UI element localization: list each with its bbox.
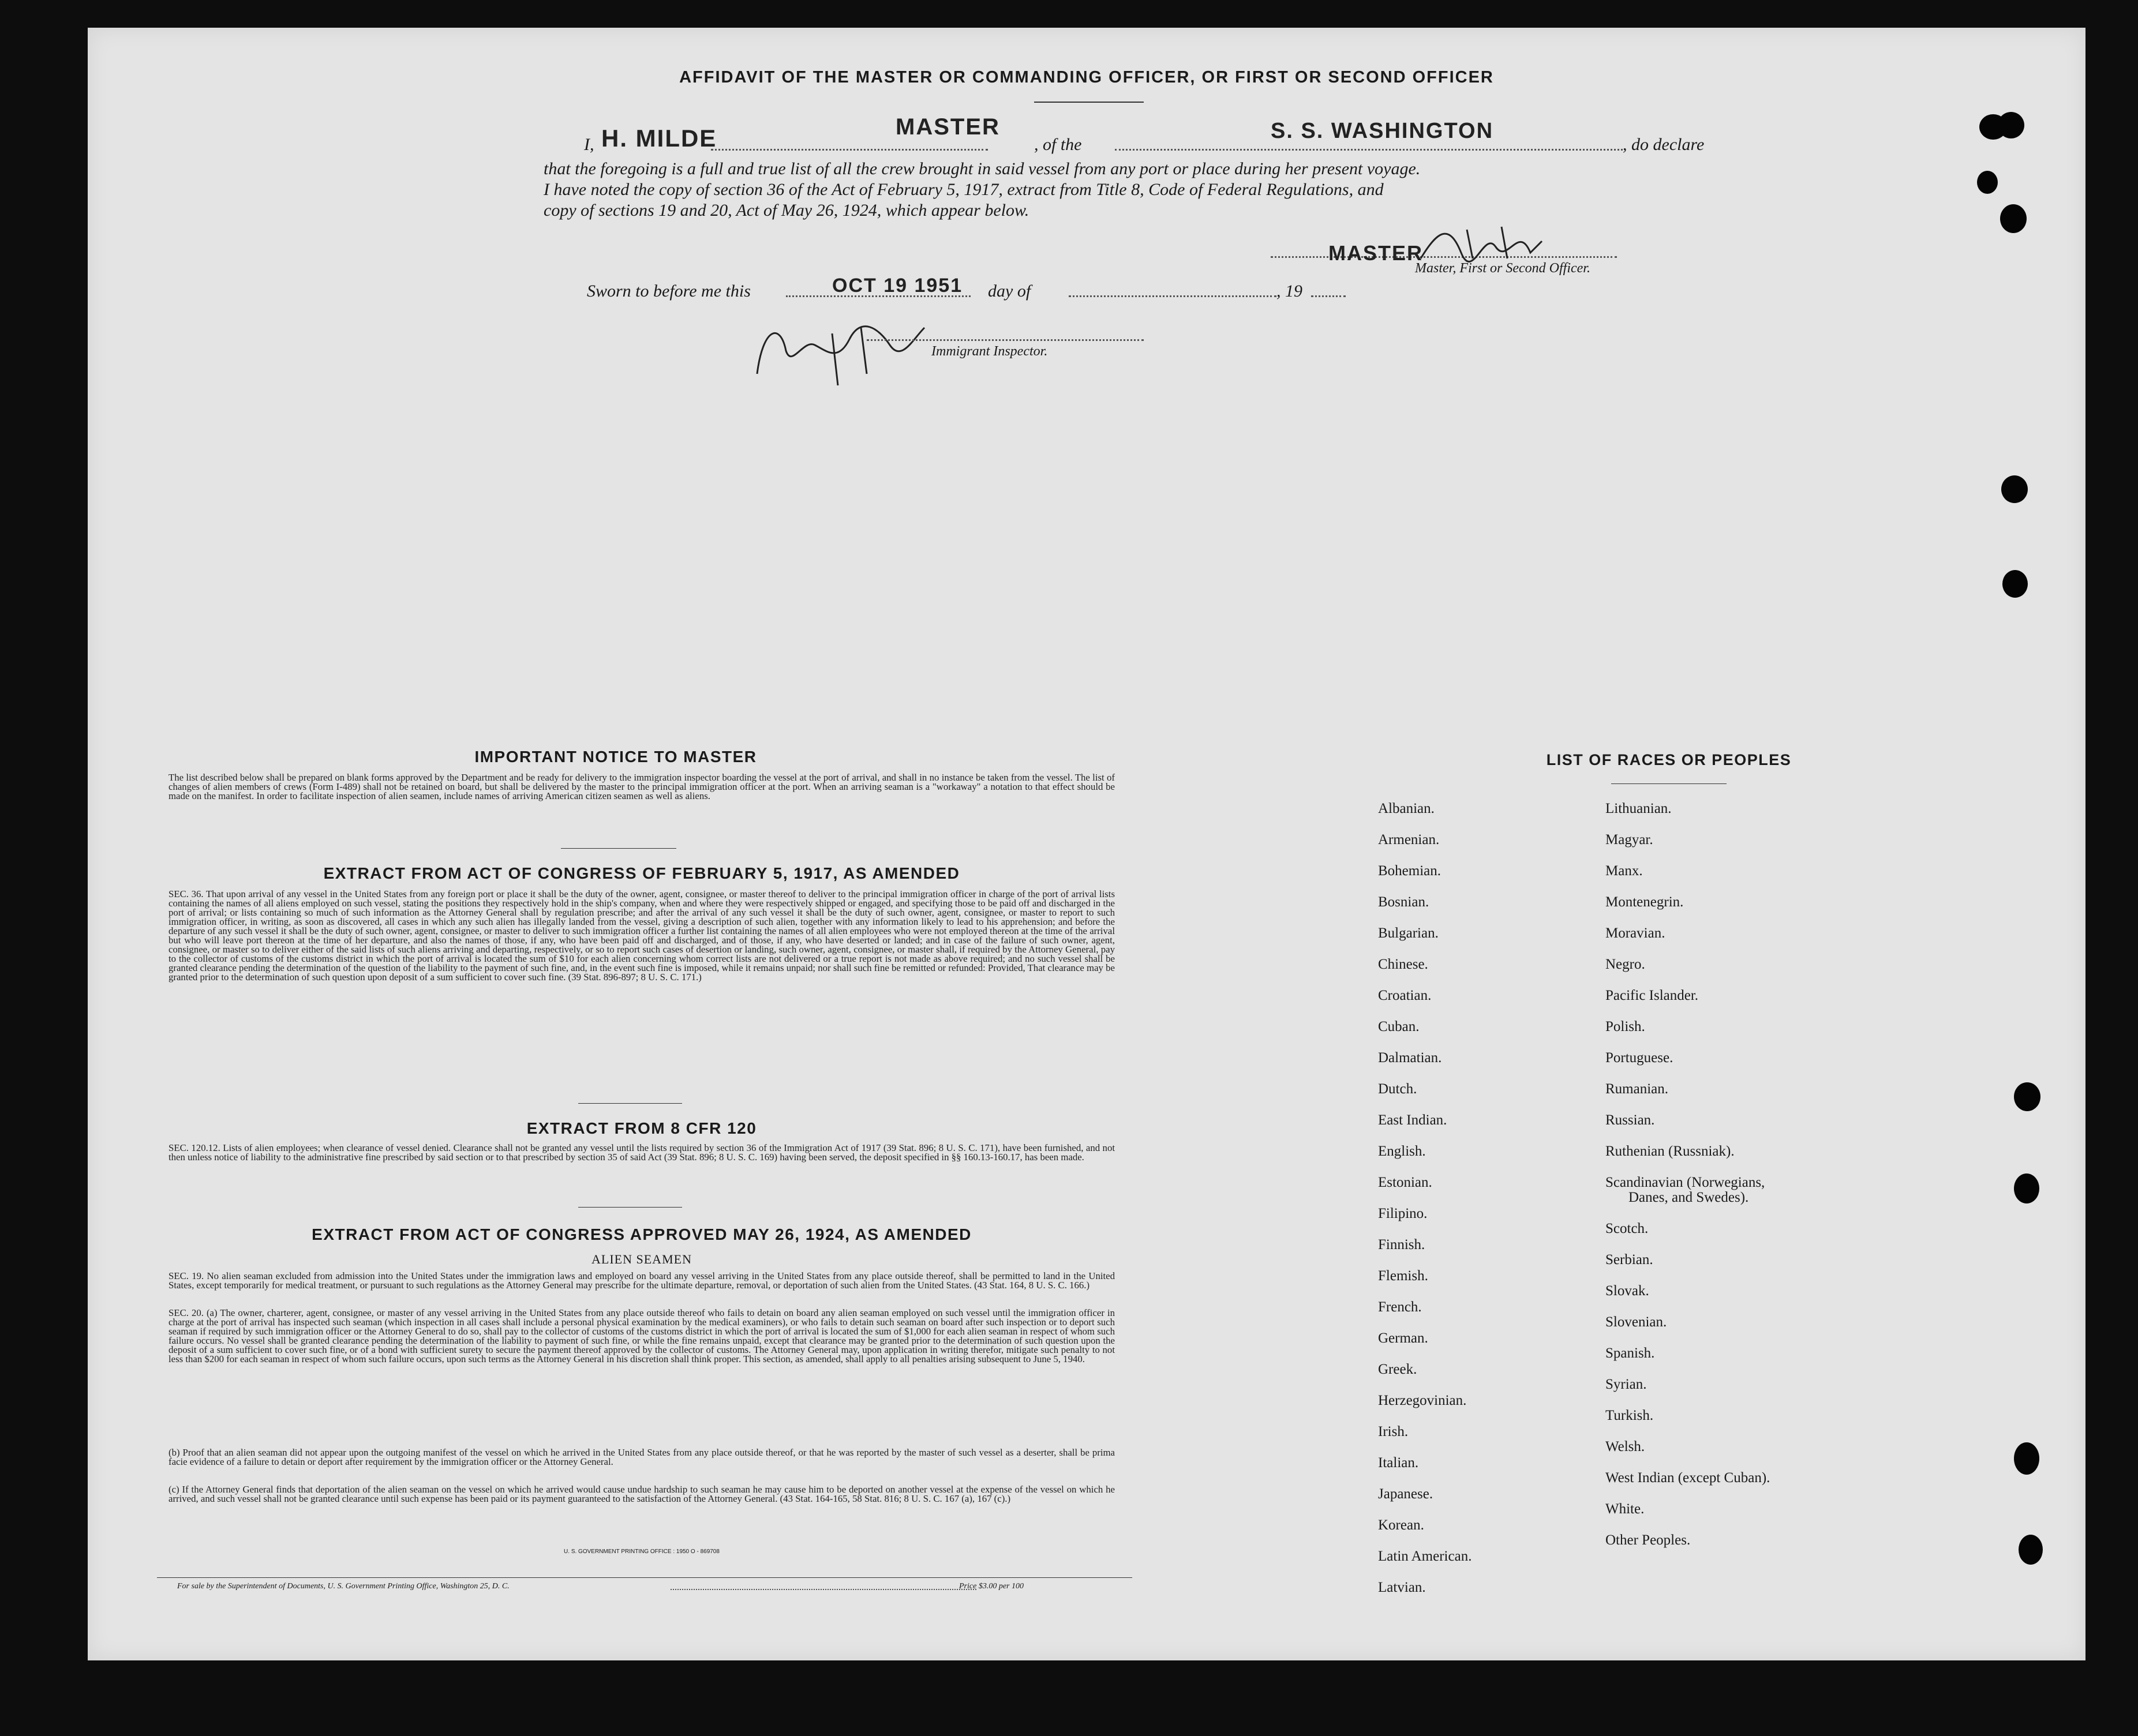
officer-caption: Master, First or Second Officer. <box>1415 261 1590 276</box>
races-right-column <box>1605 801 1929 1563</box>
extract-1924-sec20b: (b) Proof that an alien seaman did not appear upon the outgoing manifest of the vessel on which he arrived in the United States from any place outside thereof, or that he was reported by the master of such vessel as a deserter, shall be prima facie evidence of a failure to detain or deport after requirement by the immigration officer or the Attorney General. <box>169 1447 1115 1467</box>
notice-rule <box>561 848 676 849</box>
race-item: Dalmatian. <box>1378 1050 1442 1066</box>
footer-rule <box>157 1577 1132 1578</box>
race-item: Danes, and Swedes). <box>1628 1190 1749 1205</box>
race-item: Spanish. <box>1605 1345 1655 1361</box>
footer-price: Price $3.00 per 100 <box>959 1582 1024 1591</box>
notice-title: IMPORTANT NOTICE TO MASTER <box>474 748 757 766</box>
of-the-text: , of the <box>1034 135 1082 154</box>
race-item: Latvian. <box>1378 1580 1426 1595</box>
race-item: Korean. <box>1378 1517 1424 1533</box>
races-left-column <box>1378 801 1592 1611</box>
punch-hole <box>2002 570 2028 598</box>
name-dotted-line <box>711 149 988 151</box>
extract-1924-sec19: SEC. 19. No alien seaman excluded from admission into the United States under the immigration laws and employed on board any vessel arriving in the United States from any place outside thereof, shall be permitted to land in the United States, except temporarily for medical treatment, or pursuant to such regulations as the Attorney General may prescribe for the ultimate departure, removal, or deportation of such alien from the United States. (43 Stat. 164, 8 U. S. C. 166.) <box>169 1270 1115 1291</box>
extract-1924-sec20c: (c) If the Attorney General finds that deportation of the alien seaman on the vessel on which he arrived would cause undue hardship to such seaman he may cause him to be deported on another vessel at the expense of the vessel on which he arrived, and such vessel shall not be granted clearance until such expense has been paid or its payment guaranteed to the satisfaction of the Attorney General. (43 Stat. 164-165, 58 Stat. 816; 8 U. S. C. 167 (a), 167 (c).) <box>169 1484 1115 1504</box>
race-item: Ruthenian (Russniak). <box>1605 1143 1735 1159</box>
form-page <box>88 28 2085 1660</box>
footer-sale-text: For sale by the Superintendent of Documents, U. S. Government Printing Office, Washington 25, D. C. <box>177 1582 510 1591</box>
footer-dots <box>671 1589 976 1590</box>
race-item: Manx. <box>1605 863 1643 879</box>
day-of-text: day of <box>988 282 1031 301</box>
race-item: Rumanian. <box>1605 1081 1669 1097</box>
race-item: Turkish. <box>1605 1408 1654 1423</box>
punch-hole <box>2000 204 2027 233</box>
race-item: Serbian. <box>1605 1252 1653 1268</box>
race-item: Italian. <box>1378 1455 1419 1471</box>
alien-seamen-subtitle: ALIEN SEAMEN <box>591 1252 692 1266</box>
vessel-name-stamp: S. S. WASHINGTON <box>1271 119 1494 143</box>
month-dotted-line <box>1069 295 1276 297</box>
race-item: Scotch. <box>1605 1221 1649 1236</box>
inspector-caption: Immigrant Inspector. <box>931 344 1048 359</box>
race-item: Herzegovinian. <box>1378 1393 1467 1408</box>
race-item: West Indian (except Cuban). <box>1605 1470 1770 1486</box>
race-item: Cuban. <box>1378 1019 1420 1034</box>
race-item: German. <box>1378 1330 1428 1346</box>
race-item: Other Peoples. <box>1605 1532 1691 1548</box>
race-item: Scandinavian (Norwegians, <box>1605 1175 1765 1190</box>
i-prefix: I, <box>584 135 594 154</box>
sworn-date-stamp: OCT 19 1951 <box>832 275 963 297</box>
printing-office-note: U. S. GOVERNMENT PRINTING OFFICE : 1950 O - 869708 <box>564 1548 720 1555</box>
race-item: Negro. <box>1605 957 1645 972</box>
affidavit-line-4: copy of sections 19 and 20, Act of May 26, 1924, which appear below. <box>544 201 1029 220</box>
year-dotted-line <box>1311 295 1346 297</box>
punch-hole <box>2014 1082 2040 1111</box>
extract-1917-text: SEC. 36. That upon arrival of any vessel in the United States from any foreign port or place it shall be the duty of the owner, agent, consignee, or master thereof to deliver to the principal immigration officer in charge of the port of arrival lists containing the names of all aliens employed on such vessel, stating the positions they respectively hold in the ship's company, when and where they were respectively shipped or engaged, and specifying those to be paid off and discharged in the port of arrival; or lists containing so much of such information as the Attorney General shall by regulation prescribe; and after the arrival of any such vessel it shall be the duty of such owner, agent, consignee, or master to report to such immigration officer, in writing, as soon as discovered, all cases in which any such alien has illegally landed from the vessel, giving a description of such alien, together with any information likely to lead to his apprehension; and before the departure of any such vessel it shall be the duty of such owner, agent, consignee, or master to deliver to such immigration officer a further list containing the names of all alien employees who were not employed thereon at the time of the arrival but who will leave port thereon at the time of her departure, and also the names of those, if any, who have been paid off and discharged, and of those, if any, who have deserted or landed; and in case of the failure of such owner, agent, consignee, or master so to deliver either of the said lists of such aliens arriving and departing, respectively, or so to report such cases of desertion or landing, such owner, agent, consignee, or master shall, if required by the Attorney General, pay to the collector of customs of the customs district in which the port of arrival is located the sum of $10 for each alien concerning whom correct lists are not delivered or a true report is not made as above required; and no such vessel shall be granted clearance pending the determination of the question of the liability to the payment of such fine, and, in the event such fine is imposed, while it remains unpaid; nor shall such fine be remitted or refunded: Provided, That clearance may be granted prior to the determination of such question upon deposit of a sum sufficient to cover such fine. (39 Stat. 896-897; 8 U. S. C. 171.) <box>169 888 1115 983</box>
affidavit-line-3: I have noted the copy of section 36 of the Act of February 5, 1917, extract from Title 8, Code of Federal Regulations, and <box>544 180 1384 199</box>
race-item: Welsh. <box>1605 1439 1645 1454</box>
affidavit-title: AFFIDAVIT OF THE MASTER OR COMMANDING OFFICER, OR FIRST OR SECOND OFFICER <box>679 68 1494 87</box>
punch-hole <box>2019 1535 2043 1565</box>
race-item: Magyar. <box>1605 832 1653 848</box>
master-signature-stamp: MASTER <box>1328 241 1423 265</box>
notice-text: The list described below shall be prepared on blank forms approved by the Department and be ready for delivery to the immigration inspector boarding the vessel at the port of arrival, and shall in no instance be taken from the vessel. The list of changes of alien members of crews (Form I-489) shall not be retained on board, but shall be delivered by the master to the principal immigration officer at the port. When an arriving seaman is a "workaway" a notation to that effect should be made on the manifest. In order to facilitate inspection of alien seamen, include names of arriving American citizen seamen as well as aliens. <box>169 772 1115 801</box>
race-item: Estonian. <box>1378 1175 1432 1190</box>
race-item: Pacific Islander. <box>1605 988 1699 1003</box>
vessel-dotted-line <box>1115 149 1623 151</box>
punch-hole <box>2014 1173 2039 1203</box>
extract-1917-title: EXTRACT FROM ACT OF CONGRESS OF FEBRUARY 5, 1917, AS AMENDED <box>323 864 960 882</box>
race-item: Irish. <box>1378 1424 1409 1439</box>
races-title: LIST OF RACES OR PEOPLES <box>1546 751 1792 768</box>
race-item: Portuguese. <box>1605 1050 1673 1066</box>
race-item: Armenian. <box>1378 832 1440 848</box>
race-item: Greek. <box>1378 1362 1417 1377</box>
race-item: Croatian. <box>1378 988 1432 1003</box>
race-item: White. <box>1605 1501 1645 1517</box>
race-item: Montenegrin. <box>1605 894 1684 910</box>
extract-1924-title: EXTRACT FROM ACT OF CONGRESS APPROVED MAY 26, 1924, AS AMENDED <box>312 1225 972 1243</box>
sworn-label: Sworn to before me this <box>587 282 751 301</box>
race-item: Polish. <box>1605 1019 1645 1034</box>
races-rule <box>1611 783 1727 784</box>
race-item: Slovenian. <box>1605 1314 1667 1330</box>
punch-hole <box>2001 475 2028 503</box>
race-item: Chinese. <box>1378 957 1428 972</box>
race-item: French. <box>1378 1299 1422 1315</box>
race-item: Japanese. <box>1378 1486 1433 1502</box>
race-item: Russian. <box>1605 1112 1655 1128</box>
race-item: Lithuanian. <box>1605 801 1672 816</box>
race-item: Dutch. <box>1378 1081 1417 1097</box>
year-prefix: , 19 <box>1276 282 1302 301</box>
extract-1917-rule <box>578 1103 682 1104</box>
inspector-signature <box>746 305 930 391</box>
race-item: Albanian. <box>1378 801 1435 816</box>
extract-1924-sec20a: SEC. 20. (a) The owner, charterer, agent, consignee, or master of any vessel arriving in the United States from any place outside thereof who fails to detain on board any alien seaman employed on such vessel until the immigration officer in charge at the port of arrival has inspected such seaman (which inspection in all cases shall include a personal physical examination by the medical examiners), or who fails to detain such seaman on board after such inspection or to deport such seaman if required by such immigration officer or the Attorney General to do so, shall pay to the collector of customs of the customs district in which the port of arrival is located the sum of $1,000 for each alien seaman in respect of whom such failure occurs. No vessel shall be granted clearance pending the determination of the liability to payment of such fine, or while the fine remains unpaid, except that clearance may be granted prior to the determination of such question upon the deposit of a sum sufficient to cover such fine, or of a bond with sufficient surety to secure the payment thereof approved by the collector of customs. The Attorney General may, upon application in writing therefor, mitigate such penalty to not less than $200 for each seaman in respect of whom such failure occurs, upon such terms as the Attorney General in his discretion shall think proper. This section, as amended, shall apply to all penalties arising subsequent to June 5, 1940. <box>169 1307 1115 1364</box>
race-item: Slovak. <box>1605 1283 1649 1299</box>
cfr-rule <box>578 1207 682 1208</box>
rank-stamp: MASTER <box>896 114 1000 140</box>
race-item: Filipino. <box>1378 1206 1428 1221</box>
race-item: Bosnian. <box>1378 894 1429 910</box>
race-item: East Indian. <box>1378 1112 1447 1128</box>
punch-hole <box>1998 112 2024 138</box>
race-item: Finnish. <box>1378 1237 1425 1253</box>
race-item: English. <box>1378 1143 1426 1159</box>
race-item: Latin American. <box>1378 1548 1472 1564</box>
cfr-title: EXTRACT FROM 8 CFR 120 <box>526 1119 757 1137</box>
title-rule <box>1034 102 1144 103</box>
race-item: Syrian. <box>1605 1377 1647 1392</box>
race-item: Flemish. <box>1378 1268 1428 1284</box>
punch-hole <box>1977 171 1998 194</box>
punch-hole <box>2014 1442 2039 1475</box>
race-item: Moravian. <box>1605 925 1665 941</box>
race-item: Bulgarian. <box>1378 925 1439 941</box>
master-name: H. MILDE <box>601 125 717 152</box>
affidavit-line-2: that the foregoing is a full and true list of all the crew brought in said vessel from any port or place during her present voyage. <box>544 159 1421 178</box>
inspector-line <box>867 339 1144 341</box>
cfr-text: SEC. 120.12. Lists of alien employees; when clearance of vessel denied. Clearance shall not be granted any vessel until the lists required by section 36 of the Immigration Act of 1917 (39 Stat. 896; 8 U. S. C. 171), have been furnished, and not then unless notice of liability to the administrative fine prescribed by said section or to that prescribed by section 35 of said Act (39 Stat. 896; 8 U. S. C. 169) having been served, the deposit specified in §§ 160.13-160.17, has been made. <box>169 1142 1115 1163</box>
race-item: Bohemian. <box>1378 863 1441 879</box>
do-declare-text: , do declare <box>1623 135 1705 154</box>
